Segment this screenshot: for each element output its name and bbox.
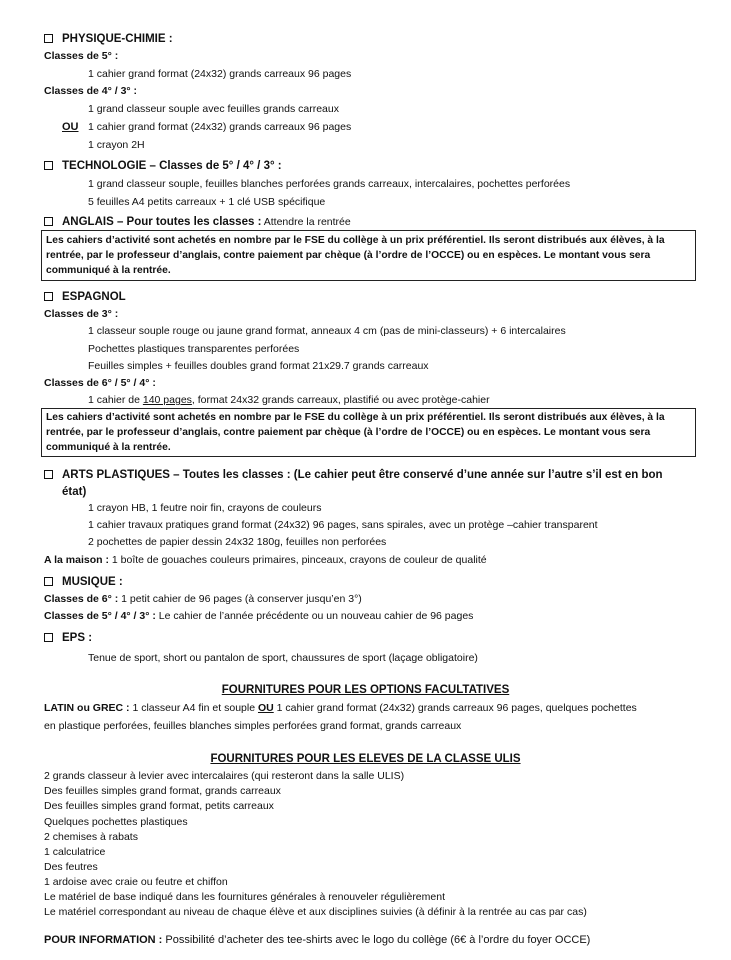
ulis-item: Des feutres	[44, 861, 98, 873]
arts-item2: 1 cahier travaux pratiques grand format (24x32) 96 pages, sans spirales, avec un protège –cahier transparent	[88, 519, 598, 531]
section-techno-title: TECHNOLOGIE – Classes de 5° / 4° / 3° :	[44, 160, 282, 173]
checkbox-icon	[44, 470, 53, 479]
espagnol-classes-3-label: Classes de 3° :	[44, 308, 119, 320]
eps-item: Tenue de sport, short ou pantalon de sport, chaussures de sport (laçage obligatoire)	[88, 652, 478, 664]
section-espagnol-title: ESPAGNOL	[44, 291, 126, 304]
ulis-item: Des feuilles simples grand format, grands carreaux	[44, 785, 281, 797]
options-latin-line1: LATIN ou GREC : 1 classeur A4 fin et souple OU 1 cahier grand format (24x32) grands carreaux 96 pages, quelques pochettes	[44, 702, 637, 714]
options-heading: FOURNITURES POUR LES OPTIONS FACULTATIVES	[221, 684, 510, 696]
ulis-heading: FOURNITURES POUR LES ELEVES DE LA CLASSE ULIS	[210, 753, 521, 765]
ulis-item: Quelques pochettes plastiques	[44, 816, 188, 828]
anglais-notice-line2: rentrée, par le professeur d’anglais, contre paiement par chèque (à l’ordre de l’OCCE) ou en espèces. Le montant vous sera	[46, 250, 651, 261]
section-arts-title-cont: état)	[62, 486, 87, 498]
arts-home-line: A la maison : 1 boîte de gouaches couleurs primaires, pinceaux, crayons de couleur de qualité	[44, 554, 487, 566]
espagnol-classes-3-item2: Pochettes plastiques transparentes perforées	[88, 343, 300, 355]
ulis-item: 2 grands classeur à levier avec intercalaires (qui resteront dans la salle ULIS)	[44, 770, 405, 782]
anglais-notice-box	[41, 230, 696, 281]
arts-item3: 2 pochettes de papier dessin 24x32 180g, feuilles non perforées	[88, 536, 387, 548]
espagnol-classes-3-item1: 1 classeur souple rouge ou jaune grand format, anneaux 4 cm (pas de mini-classeurs) + 6 intercalaires	[88, 325, 566, 337]
musique-classes-6-line: Classes de 6° : 1 petit cahier de 96 pages (à conserver jusqu’en 3°)	[44, 593, 362, 605]
anglais-notice-line1: Les cahiers d’activité sont achetés en nombre par le FSE du collège à un prix préférentiel. Ils seront distribués aux élèves, à la	[46, 235, 665, 246]
ulis-item: 1 ardoise avec craie ou feutre et chiffon	[44, 876, 228, 888]
checkbox-icon	[44, 217, 53, 226]
info-line: POUR INFORMATION : Possibilité d’acheter des tee-shirts avec le logo du collège (6€ à l’ordre du foyer OCCE)	[44, 934, 591, 946]
physique-classes-43-label: Classes de 4° / 3° :	[44, 85, 138, 97]
espagnol-notice-line2: rentrée, par le professeur d’anglais, contre paiement par chèque (à l’ordre de l’OCCE) ou en espèces. Le montant vous sera	[46, 427, 651, 438]
physique-classes-5-item: 1 cahier grand format (24x32) grands carreaux 96 pages	[88, 68, 352, 80]
espagnol-classes-654-label: Classes de 6° / 5° / 4° :	[44, 377, 156, 389]
checkbox-icon	[44, 633, 53, 642]
espagnol-classes-654-item: 1 cahier de 140 pages, format 24x32 grands carreaux, plastifié ou avec protège-cahier	[88, 394, 490, 406]
checkbox-icon	[44, 161, 53, 170]
anglais-notice-line3: communiqué à la rentrée.	[46, 265, 171, 276]
checkbox-icon	[44, 577, 53, 586]
ulis-item: 1 calculatrice	[44, 846, 106, 858]
physique-classes-43-item1: 1 grand classeur souple avec feuilles grands carreaux	[88, 103, 339, 115]
techno-item1: 1 grand classeur souple, feuilles blanches perforées grands carreaux, intercalaires, pochettes perforées	[88, 178, 571, 190]
musique-classes-543-line: Classes de 5° / 4° / 3° : Le cahier de l’année précédente ou un nouveau cahier de 96 pages	[44, 610, 474, 622]
ulis-item: Le matériel correspondant au niveau de chaque élève et aux disciplines suivies (à définir à la rentrée au cas par cas)	[44, 906, 587, 918]
espagnol-notice-box	[41, 408, 696, 457]
ulis-item: Des feuilles simples grand format, petits carreaux	[44, 800, 274, 812]
section-eps-title: EPS :	[44, 632, 92, 645]
section-arts-title: ARTS PLASTIQUES – Toutes les classes : (Le cahier peut être conservé d’une année sur l’autre s’il est en bon	[44, 469, 663, 482]
ulis-item: 2 chemises à rabats	[44, 831, 138, 843]
section-physique-title: PHYSIQUE-CHIMIE :	[44, 33, 173, 46]
physique-classes-5-label: Classes de 5° :	[44, 50, 119, 62]
checkbox-icon	[44, 34, 53, 43]
checkbox-icon	[44, 292, 53, 301]
ulis-item: Le matériel de base indiqué dans les fournitures générales à renouveler régulièrement	[44, 891, 445, 903]
espagnol-notice-line1: Les cahiers d’activité sont achetés en nombre par le FSE du collège à un prix préférentiel. Ils seront distribués aux élèves, à la	[46, 412, 665, 423]
espagnol-notice-line3: communiqué à la rentrée.	[46, 442, 171, 453]
options-latin-line2: en plastique perforées, feuilles blanches simples perforées grand format, grands carreaux	[44, 720, 462, 732]
physique-or-label: OU	[62, 121, 79, 133]
arts-item1: 1 crayon HB, 1 feutre noir fin, crayons de couleurs	[88, 502, 322, 514]
techno-item2: 5 feuilles A4 petits carreaux + 1 clé USB spécifique	[88, 196, 326, 208]
espagnol-classes-3-item3: Feuilles simples + feuilles doubles grand format 21x29.7 grands carreaux	[88, 360, 429, 372]
physique-classes-43-item2: 1 cahier grand format (24x32) grands carreaux 96 pages	[88, 121, 352, 133]
section-musique-title: MUSIQUE :	[44, 576, 123, 589]
physique-classes-43-item3: 1 crayon 2H	[88, 139, 145, 151]
section-anglais-title: ANGLAIS – Pour toutes les classes : Attendre la rentrée	[44, 216, 351, 229]
